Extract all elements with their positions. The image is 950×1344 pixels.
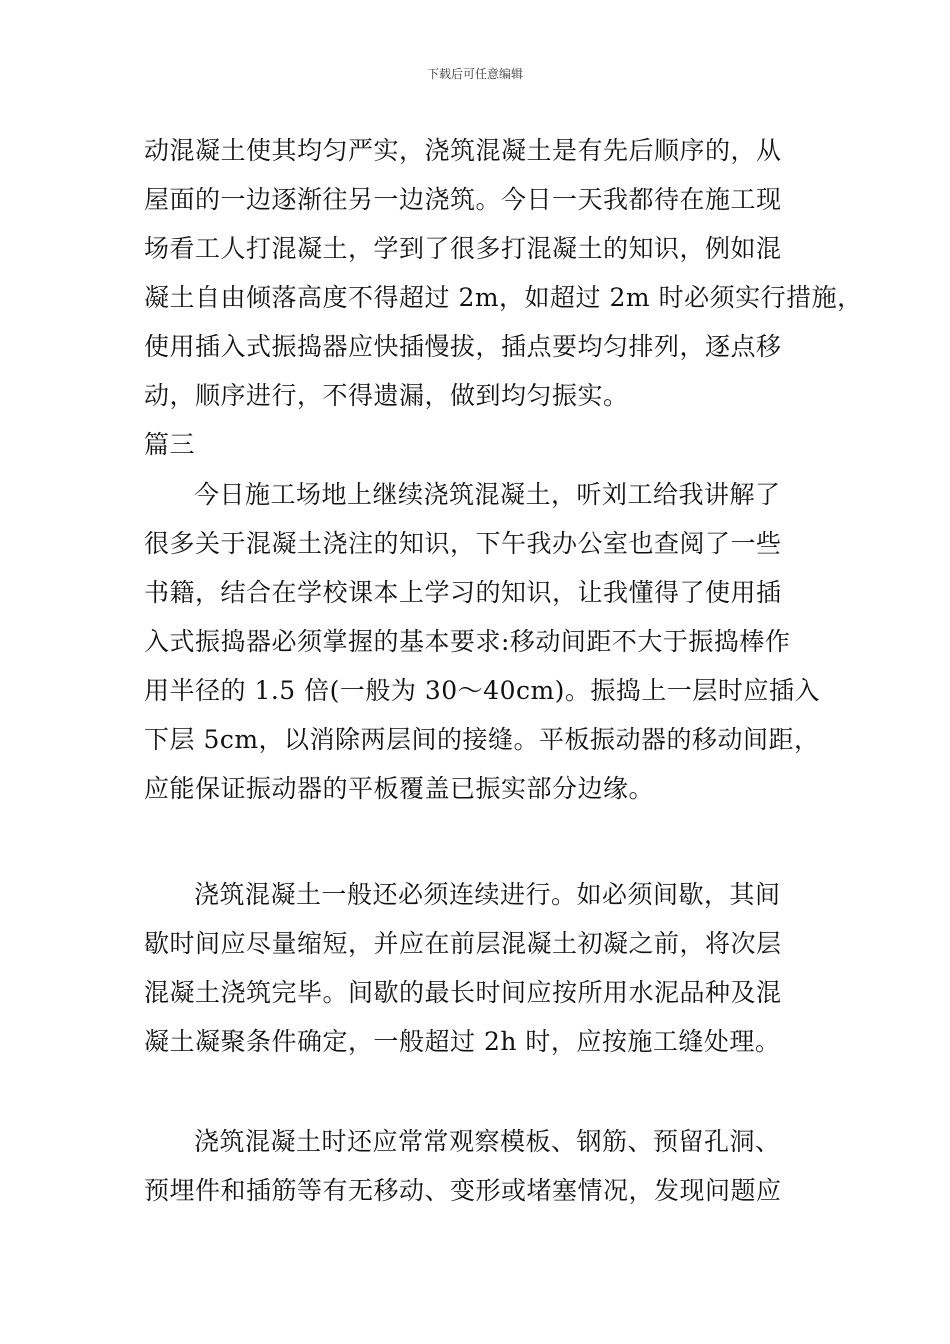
paragraph-continuation <box>144 126 863 469</box>
text-line: 浇筑混凝土一般还必须连续进行。如必须间歇，其间 <box>194 880 781 909</box>
text-line: 今日施工场地上继续浇筑混凝土，听刘工给我讲解了 <box>194 480 781 509</box>
page-header: 下载后可任意编辑 <box>426 67 523 81</box>
paragraph-inspection <box>144 1117 824 1215</box>
section-title: 篇三 <box>144 430 196 459</box>
text-line: 场看工人打混凝土，学到了很多打混凝土的知识，例如混 <box>144 234 782 263</box>
paragraph-continuous-pouring <box>144 870 824 1066</box>
text-line: 动混凝土使其均匀严实，浇筑混凝土是有先后顺序的，从 <box>144 136 782 165</box>
text-line: 预埋件和插筋等有无移动、变形或堵塞情况，发现问题应 <box>144 1176 782 1205</box>
text-line: 动，顺序进行，不得遗漏，做到均匀振实。 <box>144 381 629 410</box>
text-line: 凝土自由倾落高度不得超过 2m，如超过 2m 时必须实行措施， <box>144 283 863 312</box>
text-line: 下层 5cm，以消除两层间的接缝。平板振动器的移动间距， <box>144 725 820 754</box>
text-line: 使用插入式振捣器应快插慢拔，插点要均匀排列，逐点移 <box>144 332 782 361</box>
text-line: 凝土凝聚条件确定，一般超过 2h 时，应按施工缝处理。 <box>144 1027 781 1056</box>
text-line: 屋面的一边逐渐往另一边浇筑。今日一天我都待在施工现 <box>144 185 782 214</box>
text-line: 书籍，结合在学校课本上学习的知识，让我懂得了使用插 <box>144 578 782 607</box>
paragraph-section-three-intro <box>144 470 824 813</box>
text-line: 应能保证振动器的平板覆盖已振实部分边缘。 <box>144 774 655 803</box>
text-line: 很多关于混凝土浇注的知识，下午我办公室也查阅了一些 <box>144 529 782 558</box>
text-line: 浇筑混凝土时还应常常观察模板、钢筋、预留孔洞、 <box>194 1127 781 1156</box>
text-line: 入式振捣器必须掌握的基本要求:移动间距不大于振捣棒作 <box>144 627 791 656</box>
text-line: 歇时间应尽量缩短，并应在前层混凝土初凝之前，将次层 <box>144 929 782 958</box>
text-line: 用半径的 1.5 倍(一般为 30～40cm)。振捣上一层时应插入 <box>144 676 820 705</box>
text-line: 混凝土浇筑完毕。间歇的最长时间应按所用水泥品种及混 <box>144 978 782 1007</box>
